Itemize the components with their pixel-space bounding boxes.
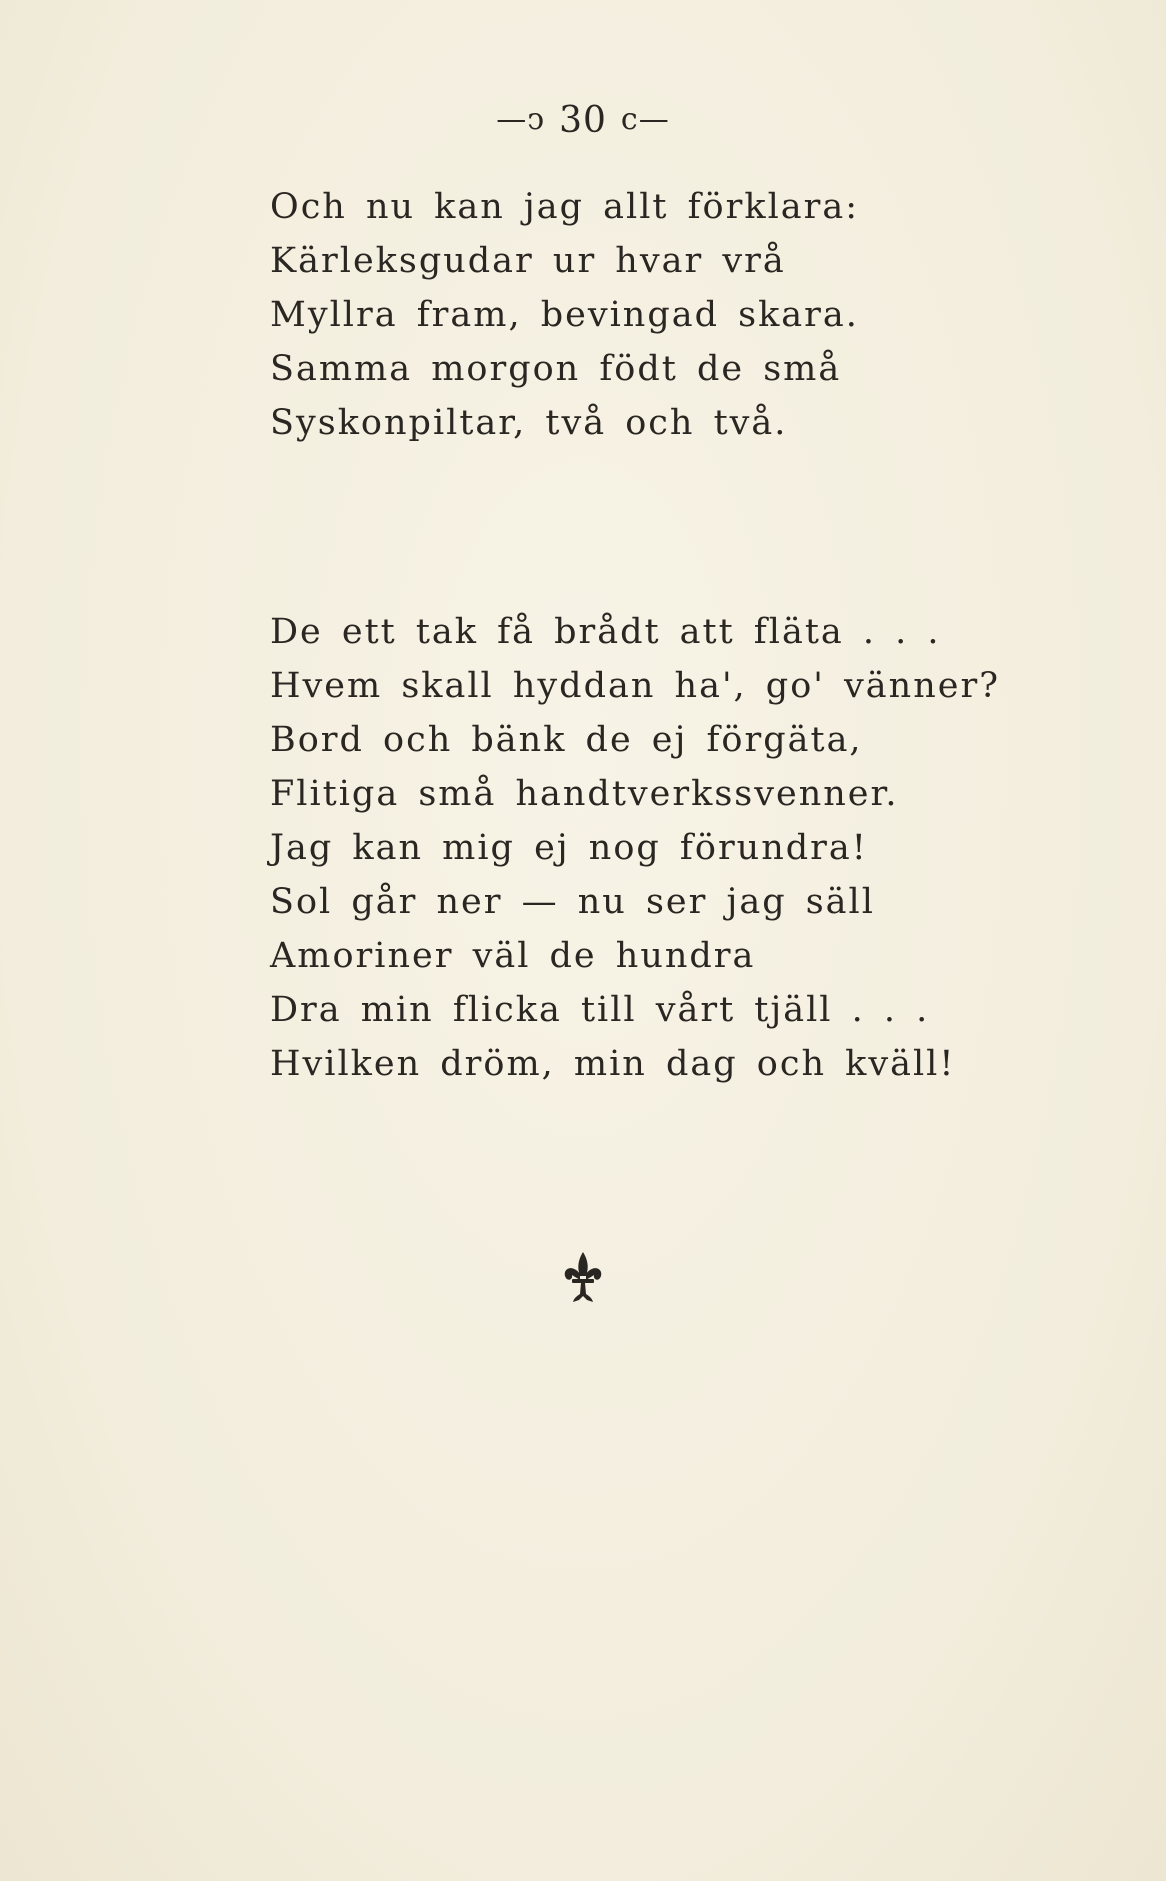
poem-line: Myllra fram, bevingad skara. [270, 295, 859, 335]
poem-line: Syskonpiltar, två och två. [270, 403, 788, 443]
page-number: 30 [559, 100, 607, 141]
poem-line: De ett tak få brådt att fläta . . . [270, 612, 941, 652]
poem-line: Sol går ner — nu ser jag säll [270, 882, 875, 922]
poem-line: Och nu kan jag allt förklara: [270, 187, 860, 227]
poem-line: Hvilken dröm, min dag och kväll! [270, 1044, 956, 1084]
poem-line: Hvem skall hyddan ha', go' vänner? [270, 666, 1000, 706]
stanza-1 [270, 180, 1030, 450]
left-ornament: —ↄ [496, 102, 546, 137]
stanza-2 [270, 605, 1030, 1091]
poem-line: Flitiga små handtverkssvenner. [270, 774, 899, 814]
page-header [0, 100, 1166, 141]
poem-line: Jag kan mig ej nog förundra! [270, 828, 868, 868]
poem-line: Bord och bänk de ej förgäta, [270, 720, 863, 760]
poem-line: Samma morgon födt de små [270, 349, 842, 389]
fleur-de-lis-icon [0, 1250, 1166, 1317]
right-ornament: c— [620, 102, 670, 137]
poem-line: Amoriner väl de hundra [270, 936, 756, 976]
poem-line: Dra min flicka till vårt tjäll . . . [270, 990, 930, 1030]
poem-line: Kärleksgudar ur hvar vrå [270, 241, 786, 281]
